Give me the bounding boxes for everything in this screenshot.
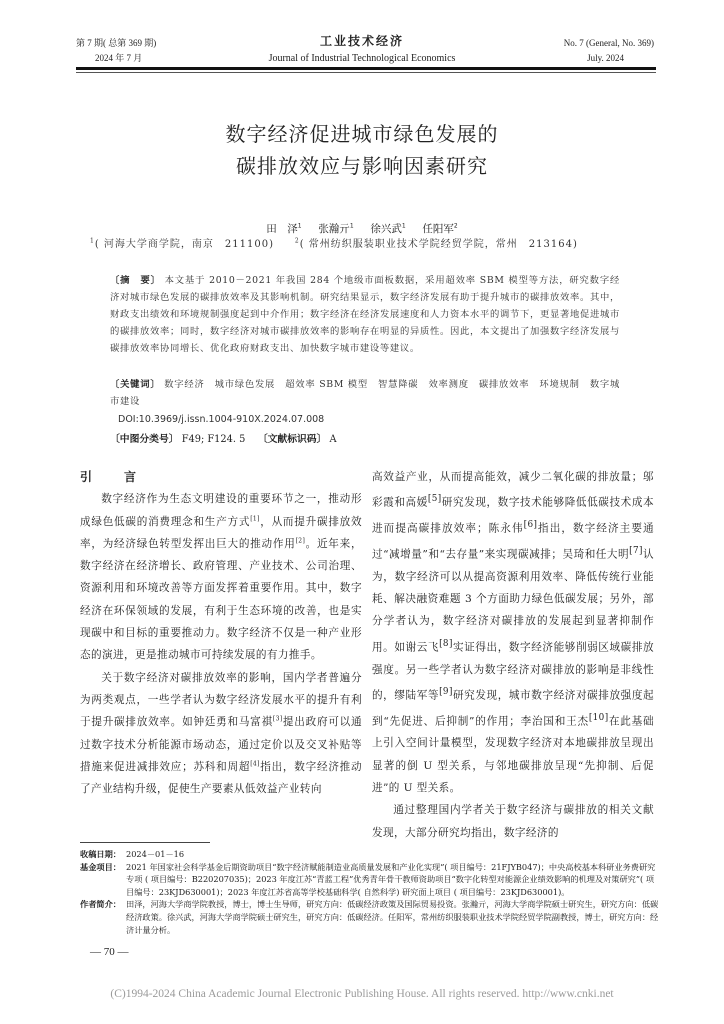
clc-label: 〔中图分类号〕 — [110, 434, 179, 445]
clc-value: F49; F124. 5 — [181, 434, 246, 445]
keywords — [90, 376, 620, 410]
citation-ref[interactable]: [6] — [523, 520, 538, 531]
text-run: 数字经济作为生态文明建设的重要环节之一，推动形成绿色低碳的消费理念和生产方式 — [80, 493, 362, 528]
citation-ref[interactable]: [5] — [427, 494, 442, 505]
copyright-notice: (C)1994-2024 China Academic Journal Electronic Publishing House. All rights reserved. http://www.cnki.net — [110, 988, 614, 1000]
citation-ref[interactable]: [2] — [295, 537, 306, 545]
citation-ref[interactable]: [10] — [588, 712, 609, 723]
abstract-text: 本文基于 2010－2021 年我国 284 个地级市面板数据，采用超效率 SBM 模型等方法，研究数字经济对城市绿色发展的碳排放效率及其影响机制。研究结果显示，数字经济发展有助于提升城市的碳排放效率。其中，财政支出绩效和环境规制强度起到中介作用；数字经济在经济发展速度和人力资本水平的调节下，更显著地促进城市的碳排放效率；同时，数字经济对城市碳排放效率的影响存在明显的异质性。因此，本文提出了加强数字经济发展与碳排放效率协同增长、优化政府财政支出、加快数字城市建设等建议。 — [110, 275, 620, 354]
header-rule-thick — [76, 67, 656, 70]
text-run: 实证得出，数字经济能够削弱区域碳排放强度。另一些学者认为数字经济对碳排放的影响是非线性的，缪陆军等 — [372, 641, 654, 702]
citation-ref[interactable]: [4] — [250, 760, 260, 768]
text-run: 研究发现，数字技术能够降低低碳技术成本进而提高碳排放效率；陈永伟 — [372, 496, 654, 535]
section-heading: 引 言 — [80, 470, 147, 484]
header-issue-en: No. 7 (General, No. 369) — [563, 38, 654, 48]
author-aff-mark: 1 — [401, 222, 406, 230]
citation-ref[interactable]: [7] — [629, 545, 643, 556]
text-run: 指出，数字经济主要通过“减增量”和“去存量”来实现碳减排；吴琦和任大明 — [372, 522, 655, 561]
author-aff-mark: 1 — [297, 222, 302, 230]
footnote-separator — [80, 842, 210, 843]
author-bio-value: 田泽，河海大学商学院教授，博士，博士生导师，研究方向：低碳经济政策及国际贸易投资。张瀚亓，河海大学商学院硕士研究生，研究方向：低碳经济政策。徐兴武，河海大学商学院硕士研究生，研究方向：低碳经济。任阳军，常州纺织服装职业技术学院经贸学院副教授，博士，研究方向：经济计量分析。 — [126, 899, 659, 935]
header-date-cn: 2024 年 7 月 — [95, 53, 143, 63]
header-journal-en: Journal of Industrial Technological Economics — [268, 53, 456, 64]
author-name: 张瀚亓 — [318, 223, 350, 235]
text-run: 在此基础上引入空间计量模型，发现数字经济对本地碳排放呈现出显著的倒 U 型关系，与邻地碳排放呈现“先抑制、后促进”的 U 型关系。 — [372, 715, 654, 795]
affiliation-1: ( 河海大学商学院，南京 211100) — [94, 239, 274, 250]
doc-code-label: 〔文献标识码〕 — [257, 434, 327, 445]
paragraph: 通过整理国内学者关于数字经济与碳排放的相关文献发现，大部分研究均指出，数字经济的 — [372, 804, 654, 839]
citation-ref[interactable]: [8] — [439, 638, 453, 649]
header-issue-cn: 第 7 期( 总第 369 期) — [76, 38, 157, 48]
header-date-en: July. 2024 — [587, 53, 624, 63]
paragraph — [80, 488, 362, 666]
classification — [110, 431, 337, 445]
author-aff-mark: 2 — [453, 222, 458, 230]
header-journal-cn: 工业技术经济 — [319, 34, 404, 48]
author-bio-label: 作者简介： — [80, 899, 121, 910]
footnote-authors — [80, 898, 660, 936]
abstract — [90, 272, 620, 357]
text-run: 指出，数字经济推动了产业结构升级，促使生产要素从低效益产业转向 — [80, 760, 362, 796]
text-run: 。近年来，数字经济在经济增长、政府管理、产业技术、公司治理、资源利用和环境改善等方面发挥着重要作用。其中，数字经济在环保领域的发展，有利于生态环境的改善，也是实现碳中和目标的重要推动力。数字经济不仅是一种产业形态的演进，更是推动城市可持续发展的有力推手。 — [80, 537, 362, 662]
author-name: 徐兴武 — [370, 223, 402, 235]
body-left-column — [80, 466, 362, 800]
received-value: 2024－01－16 — [126, 849, 185, 859]
text-run: 提出政府可以通过数字技术分析能源市场动态，通过定价以及交叉补贴等措施来促进减排效应；苏科和周超 — [80, 716, 362, 773]
doi[interactable]: DOI:10.3969/j.issn.1004-910X.2024.07.008 — [118, 414, 325, 425]
text-run: 高效益产业，从而提高能效，减少二氧化碳的排放量；邬彩霞和高媛 — [372, 471, 654, 509]
affil-mark: 1 — [90, 237, 95, 245]
author-list — [0, 222, 724, 236]
author-aff-mark: 1 — [349, 222, 354, 230]
footnote-received — [80, 848, 660, 861]
text-run: 关于数字经济对碳排放效率的影响，国内学者普遍分为两类观点，一些学者认为数字经济发展水平的提升有利于提升碳排放效率。如钟廷勇和马富祺 — [80, 671, 362, 729]
abstract-label: 〔摘 要〕 — [110, 275, 161, 286]
article-title — [0, 118, 724, 182]
affiliations — [90, 238, 690, 252]
title-line-2: 碳排放效应与影响因素研究 — [236, 154, 488, 178]
footnotes — [80, 848, 660, 936]
doc-code-value: A — [329, 434, 337, 445]
text-run: 认为，数字经济可以从提高资源利用效率、降低传统行业能耗、解决融资难题 3 个方面助力绿色低碳发展；另外，部分学者认为，数字经济对碳排放的发展起到显著抑制作用。如谢云飞 — [372, 548, 654, 654]
page-number: — 70 — — [90, 946, 129, 958]
footnote-fund — [80, 861, 660, 899]
received-label: 收稿日期： — [80, 849, 121, 859]
text-run: 研究发现，城市数字经济对碳排放强度起到“先促进、后抑制”的作用；李治国和王杰 — [372, 689, 654, 728]
author-name: 田 泽 — [266, 223, 298, 235]
paragraph-continued — [372, 466, 654, 799]
title-line-1: 数字经济促进城市绿色发展的 — [225, 122, 499, 146]
affiliation-2: ( 常州纺织服装职业技术学院经贸学院，常州 213164) — [299, 239, 578, 250]
affil-mark: 2 — [294, 237, 300, 245]
keywords-text: 数字经济 城市绿色发展 超效率 SBM 模型 智慧降碳 效率测度 碳排放效率 环境规制 数字城市建设 — [110, 379, 620, 407]
citation-ref[interactable]: [1] — [250, 515, 260, 523]
paragraph — [80, 667, 362, 801]
keywords-label: 〔关键词〕 — [110, 379, 161, 390]
citation-ref[interactable]: [3] — [272, 715, 283, 723]
text-run: ，从而提升碳排放效率，为经济绿色转型发挥出巨大的推动作用 — [80, 515, 362, 550]
header-rule-thin — [76, 72, 656, 73]
citation-ref[interactable]: [9] — [439, 686, 453, 697]
body-right-column — [372, 466, 654, 844]
fund-label: 基金项目： — [80, 861, 121, 872]
fund-value: 2021 年国家社会科学基金后期资助项目“数字经济赋能制造业高质量发展和产业化实现”( 项目编号：21FJYB047)；中央高校基本科研业务费研究专项 ( 项目编号：B220207035)；2023 年度江苏“青蓝工程”优秀青年骨干教师资助项目“数字化转型对能源企业绩效影响的机理及对策研究”( 项目编号：23KJD630001)；2023 年度江苏省高等学校基础科学( 自然科学) 研究面上项目 ( 项目编号：23KJD630001)。 — [126, 861, 656, 897]
author-name: 任阳军 — [422, 223, 454, 235]
